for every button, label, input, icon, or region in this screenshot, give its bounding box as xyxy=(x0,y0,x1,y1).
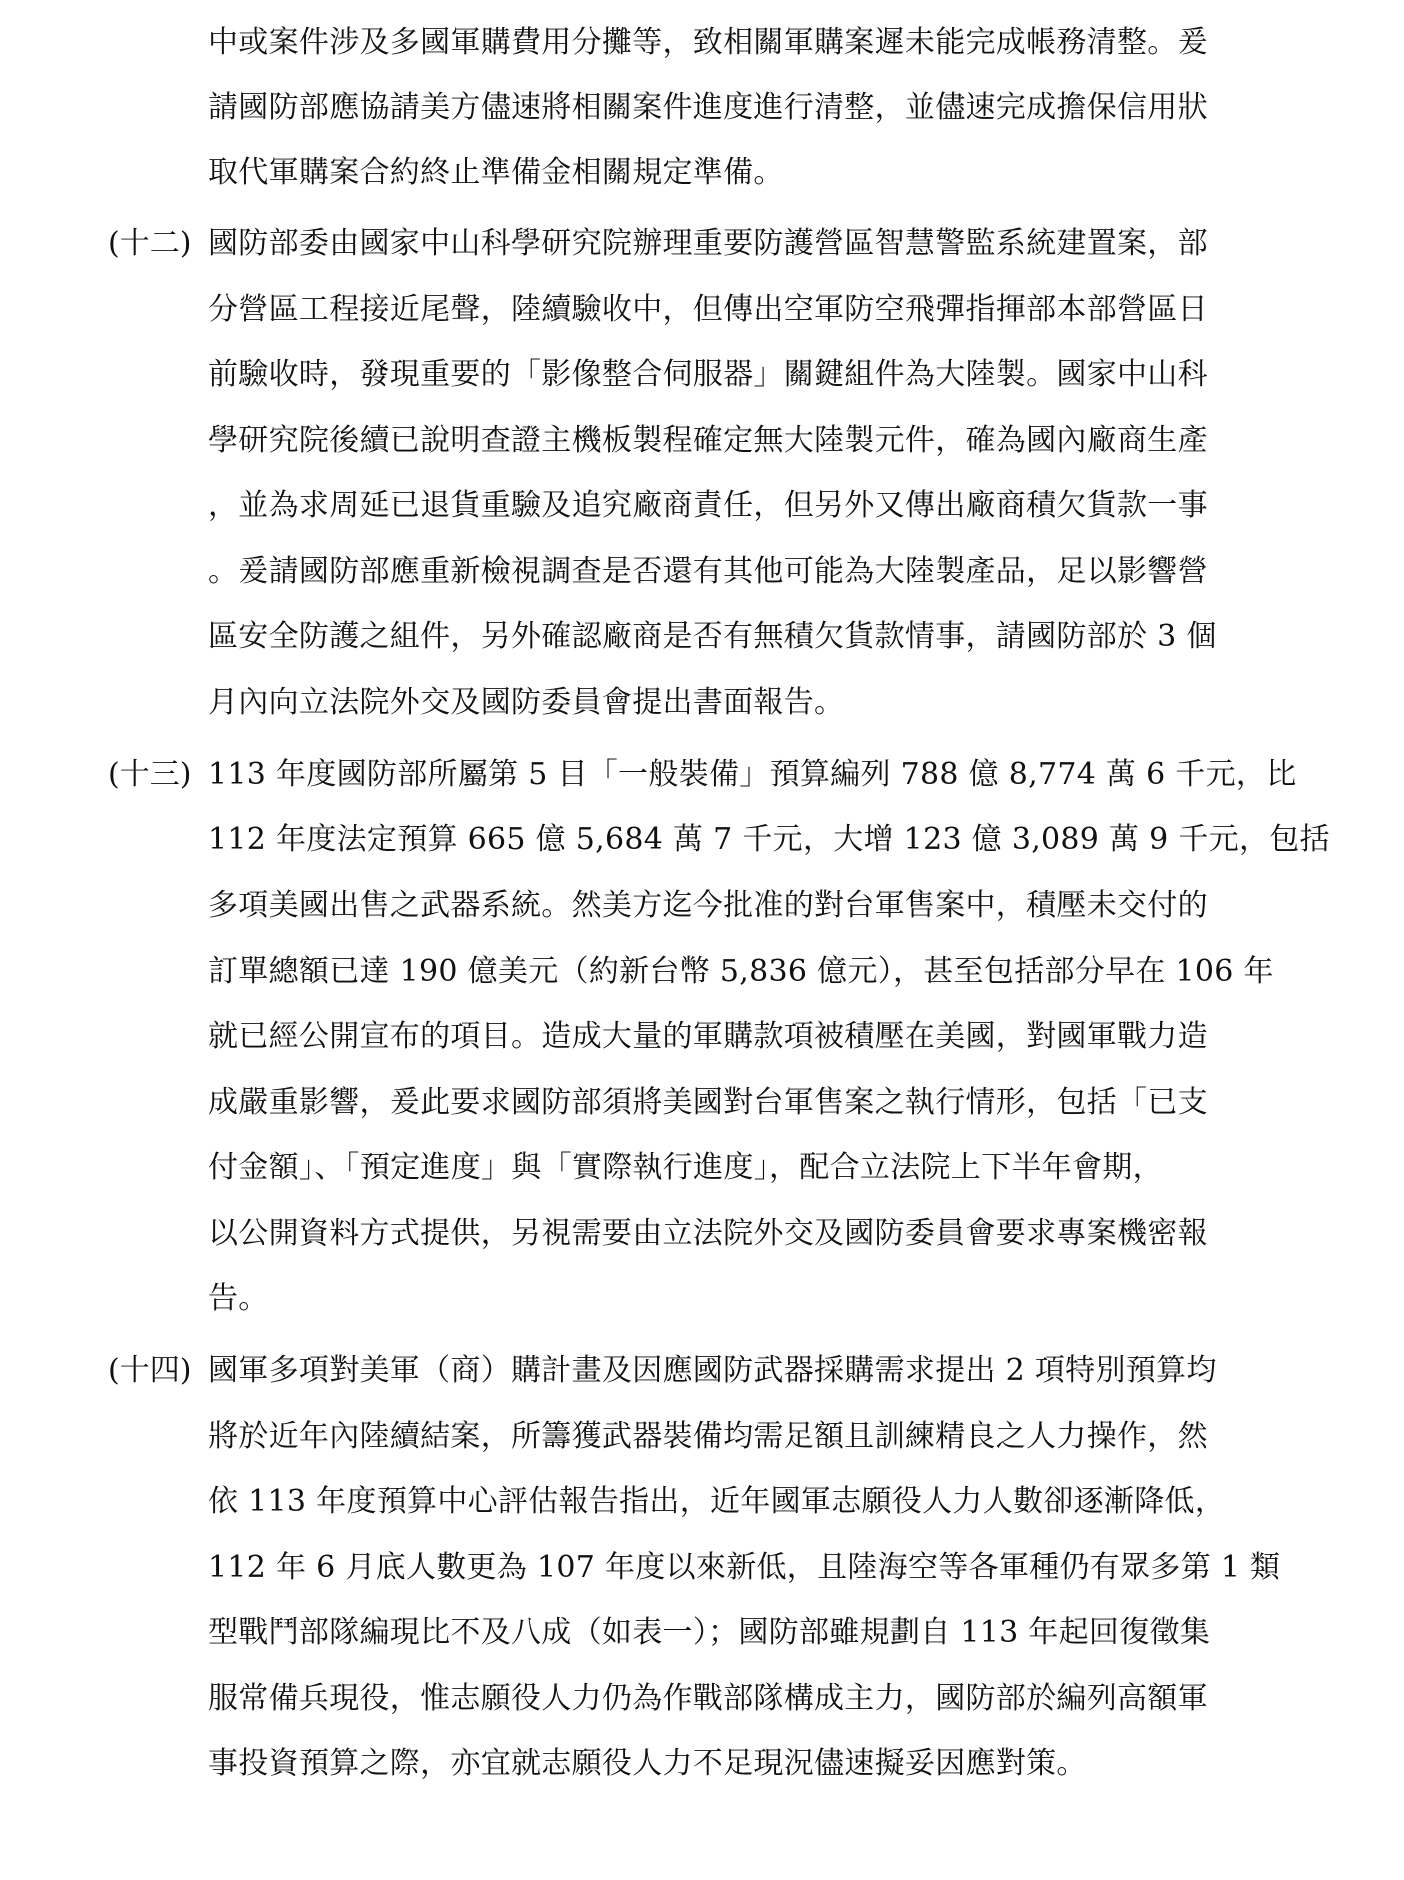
paragraph-line: 服常備兵現役，惟志願役人力仍為作戰部隊構成主力，國防部於編列高額軍 xyxy=(208,1681,1208,1716)
paragraph-line: 分營區工程接近尾聲，陸續驗收中，但傳出空軍防空飛彈指揮部本部營區日 xyxy=(208,292,1208,327)
paragraph-line: 依 113 年度預算中心評估報告指出，近年國軍志願役人力人數卻逐漸降低， xyxy=(208,1484,1226,1519)
paragraph-line: 區安全防護之組件，另外確認廠商是否有無積欠貨款情事，請國防部於 3 個 xyxy=(208,619,1217,654)
paragraph-line: 113 年度國防部所屬第 5 目「一般裝備」預算編列 788 億 8,774 萬 6 千元，比 xyxy=(208,757,1297,792)
paragraph-line: 112 年度法定預算 665 億 5,684 萬 7 千元，大增 123 億 3,089 萬 9 千元，包括 xyxy=(208,822,1330,857)
paragraph-line: 前驗收時，發現重要的「影像整合伺服器」關鍵組件為大陸製。國家中山科 xyxy=(208,357,1208,392)
paragraph-line: 以公開資料方式提供，另視需要由立法院外交及國防委員會要求專案機密報 xyxy=(208,1216,1208,1251)
paragraph-line: 請國防部應協請美方儘速將相關案件進度進行清整，並儘速完成擔保信用狀 xyxy=(208,90,1208,125)
item-label-13: (十三) xyxy=(108,757,192,792)
paragraph-line: 國軍多項對美軍（商）購計畫及因應國防武器採購需求提出 2 項特別預算均 xyxy=(208,1353,1217,1388)
paragraph-line: 告。 xyxy=(208,1281,269,1316)
paragraph-line: 。爰請國防部應重新檢視調查是否還有其他可能為大陸製產品，足以影響營 xyxy=(208,554,1208,589)
paragraph-line: 國防部委由國家中山科學研究院辦理重要防護營區智慧警監系統建置案，部 xyxy=(208,226,1208,261)
paragraph-line: 學研究院後續已說明查證主機板製程確定無大陸製元件，確為國內廠商生產 xyxy=(208,423,1208,458)
paragraph-line: 型戰鬥部隊編現比不及八成（如表一）；國防部雖規劃自 113 年起回復徵集 xyxy=(208,1615,1211,1650)
paragraph-line: 月內向立法院外交及國防委員會提出書面報告。 xyxy=(208,685,845,720)
paragraph-line: 成嚴重影響，爰此要求國防部須將美國對台軍售案之執行情形，包括「已支 xyxy=(208,1085,1208,1120)
paragraph-line: 112 年 6 月底人數更為 107 年度以來新低，且陸海空等各軍種仍有眾多第 1 類 xyxy=(208,1550,1281,1585)
paragraph-line: 取代軍購案合約終止準備金相關規定準備。 xyxy=(208,155,784,190)
item-label-12: (十二) xyxy=(108,226,192,261)
paragraph-line: 中或案件涉及多國軍購費用分攤等，致相關軍購案遲未能完成帳務清整。爰 xyxy=(208,25,1208,60)
item-label-14: (十四) xyxy=(108,1353,192,1388)
paragraph-line: 就已經公開宣布的項目。造成大量的軍購款項被積壓在美國，對國軍戰力造 xyxy=(208,1019,1208,1054)
paragraph-line: 多項美國出售之武器系統。然美方迄今批准的對台軍售案中，積壓未交付的 xyxy=(208,888,1208,923)
paragraph-line: 事投資預算之際，亦宜就志願役人力不足現況儘速擬妥因應對策。 xyxy=(208,1746,1087,1781)
paragraph-line: 訂單總額已達 190 億美元（約新台幣 5,836 億元），甚至包括部分早在 106 年 xyxy=(208,954,1274,989)
paragraph-line: 付金額」、「預定進度」與「實際執行進度」，配合立法院上下半年會期， xyxy=(208,1150,1163,1185)
paragraph-line: 將於近年內陸續結案，所籌獲武器裝備均需足額且訓練精良之人力操作，然 xyxy=(208,1419,1208,1454)
paragraph-line: ，並為求周延已退貨重驗及追究廠商責任，但另外又傳出廠商積欠貨款一事 xyxy=(208,488,1208,523)
